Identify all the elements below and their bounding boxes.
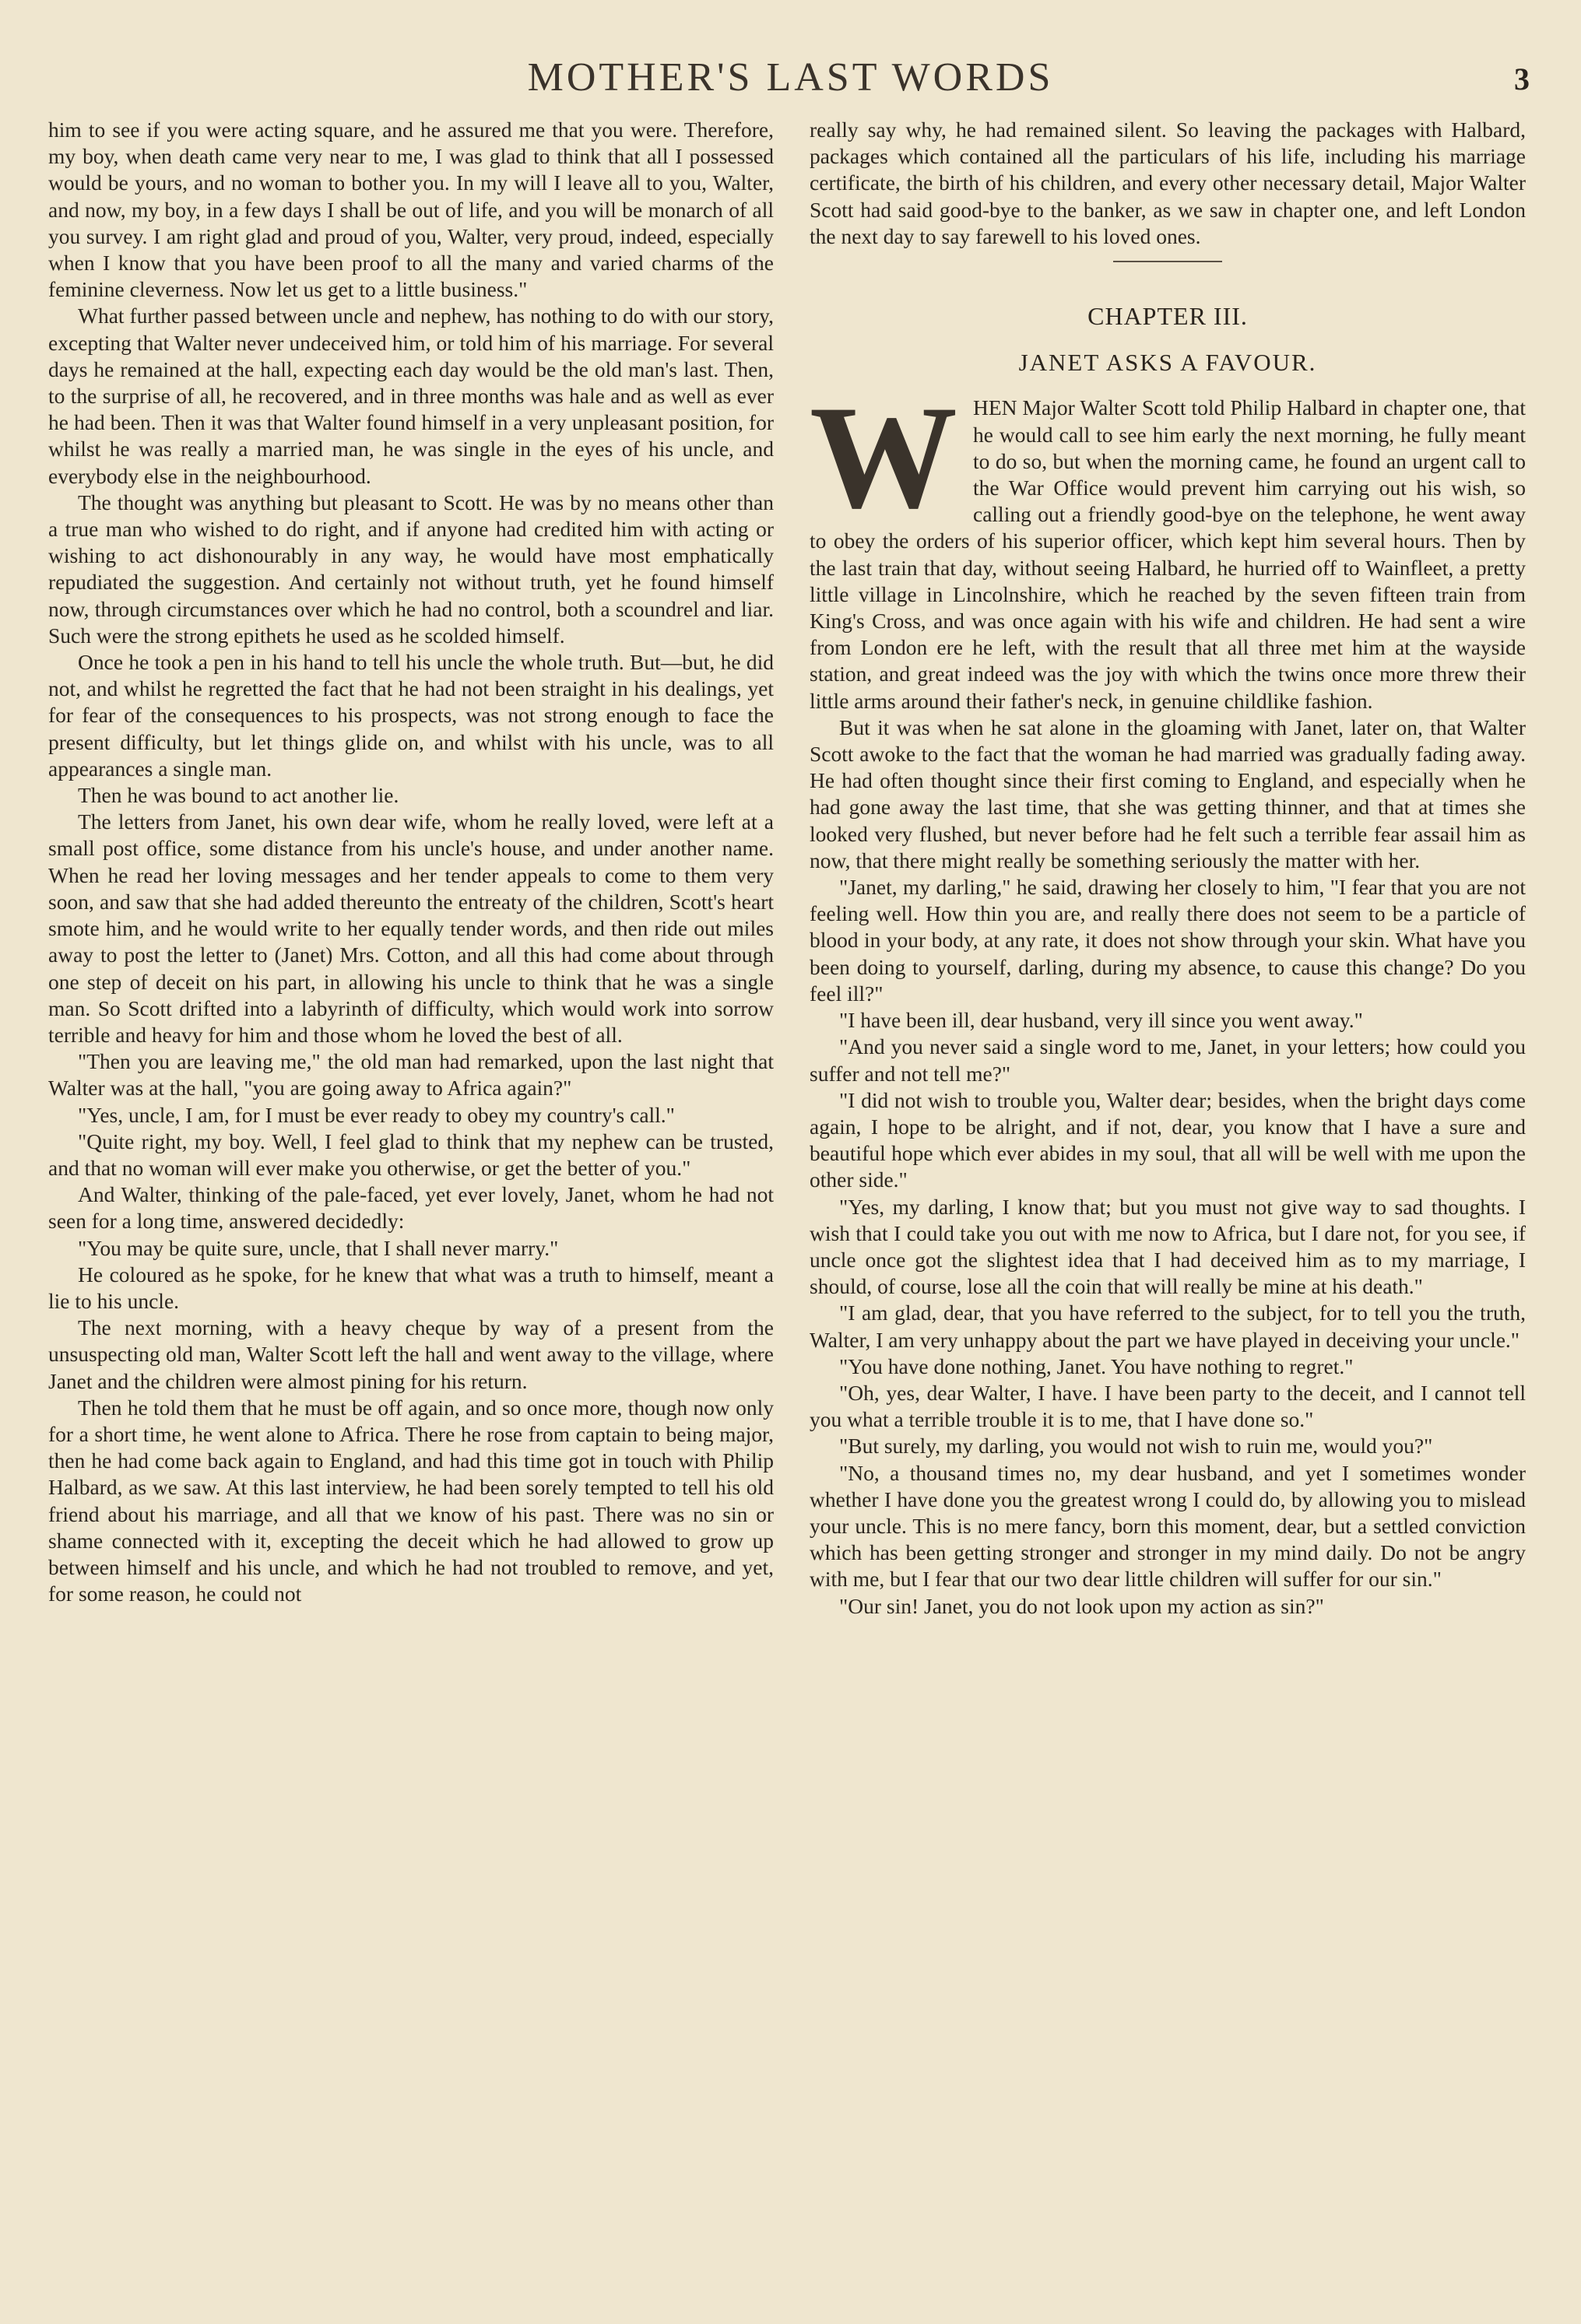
- chapter-title: JANET ASKS A FAVOUR.: [1018, 349, 1317, 377]
- paragraph: "You have done nothing, Janet. You have nothing to regret.": [839, 1353, 1354, 1378]
- paragraph: Once he took a pen in his hand to tell his uncle the whole truth. But—but, he did not, and whilst he regretted the fact that he had not been straight in his dealings, yet for fear of the consequences to his prospects, was not strong enough to face the present difficulty, but let things glide on, and whilst with his uncle, was to all appearances a single man.: [48, 650, 774, 781]
- paragraph: "No, a thousand times no, my dear husband, and yet I sometimes wonder whether I have done you the greatest wrong I could do, by allowing you to mislead your uncle. This is no mere fancy, born this moment, dear, but a settled conviction which has been getting stronger and stronger in my mind daily. Do not be angry with me, but I fear that our two dear little children will suffer for our sin.": [810, 1460, 1526, 1592]
- paragraph: "I did not wish to trouble you, Walter dear; besides, when the bright days come again, I hope to be alright, and if not, dear, you know that I have a sure and beautiful hope which ever abides in my soul, that all will be well with me upon the other side.": [810, 1087, 1526, 1192]
- first-paragraph-text: HEN Major Walter Scott told Philip Halbard in chapter one, that he would call to see him early the next morning, he fully meant to do so, but when the morning came, he found an urgent call to the War Office would prevent him carrying out his wish, so calling out a friendly good-bye on the telephone, he went away to obey the orders of his superior officer, which kept him several hours. Then by the last train that day, without seeing Halbard, he hurried off to Wainfleet, a pretty little village in Lincolnshire, which he reached by the seven fifteen train from King's Cross, and was once again with his wife and children. He had sent a wire from London ere he left, with the result that all three met him at the wayside station, and great indeed was the joy with which the twins once more threw their little arms around their father's neck, in genuine childlike fashion.: [810, 395, 1526, 713]
- section-divider: [1113, 261, 1222, 262]
- paragraph: The next morning, with a heavy cheque by way of a present from the unsuspecting old man, Walter Scott left the hall and went away to the village, where Janet and the children were almost pining for his return.: [48, 1315, 774, 1393]
- chapter-number: CHAPTER III.: [1087, 302, 1248, 331]
- paragraph: "I am glad, dear, that you have referred to the subject, for to tell you the truth, Walter, I am very unhappy about the part we have played in deceiving your uncle.": [810, 1301, 1526, 1352]
- running-title: MOTHER'S LAST WORDS: [527, 55, 1054, 100]
- paragraph: But it was when he sat alone in the gloaming with Janet, later on, that Walter Scott awoke to the fact that the woman he had married was gradually fading away. He had often thought since their first coming to England, and especially when he had gone away the last time, that she was getting thinner, and that at times she looked very flushed, but never before had he felt such a terrible fear assail him as now, that there might really be something seriously the matter with her.: [810, 714, 1526, 872]
- paragraph: really say why, he had remained silent. So leaving the packages with Halbard, packages which contained all the particulars of his life, including his marriage certificate, the birth of his children, and every other necessary detail, Major Walter Scott had said good-bye to the banker, as we saw in chapter one, and left London the next day to say farewell to his loved ones.: [810, 118, 1526, 248]
- paragraph: And Walter, thinking of the pale-faced, yet ever lovely, Janet, whom he had not seen for a long time, answered decidedly:: [48, 1182, 774, 1234]
- paragraph: "I have been ill, dear husband, very ill since you went away.": [839, 1008, 1363, 1033]
- paragraph: "Janet, my darling," he said, drawing her closely to him, "I fear that you are not feeling well. How thin you are, and really there does not seem to be a particle of blood in your body, at any rate, it does not show through your skin. What have you been doing to yourself, darling, during my absence, to cause this change? Do you feel ill?": [810, 875, 1526, 1006]
- paragraph: "Yes, uncle, I am, for I must be ever ready to obey my country's call.": [78, 1102, 675, 1127]
- paragraph: "Quite right, my boy. Well, I feel glad to think that my nephew can be trusted, and that no woman will ever make you otherwise, or get the better of you.": [48, 1129, 774, 1180]
- paragraph: What further passed between uncle and nephew, has nothing to do with our story, excepting that Walter never undeceived him, or told him of his marriage. For several days he remained at the hall, expecting each day would be the old man's last. Then, to the surprise of all, he recovered, and in three months was hale and as well as ever he had been. Then it was that Walter found himself in a very unpleasant position, for whilst he was really a married man, he was single in the eyes of his uncle, and everybody else in the neighbourhood.: [48, 304, 774, 488]
- paragraph: The thought was anything but pleasant to Scott. He was by no means other than a true man who wished to do right, and if anyone had credited him with acting or wishing to act dishonourably in any way, he would have most emphatically repudiated the suggestion. And certainly not without truth, yet he found himself now, through circumstances over which he had no control, both a scoundrel and liar. Such were the strong epithets he used as he scolded himself.: [48, 490, 774, 648]
- paragraph: Then he told them that he must be off again, and so once more, though now only for a short time, he went alone to Africa. There he rose from captain to being major, then he had come back again to England, and had this time got in touch with Philip Halbard, as we saw. At this last interview, he had been sorely tempted to tell his old friend about his marriage, and all that we know of his past. There was no sin or shame connected with it, excepting the deceit which he had allowed to grow up between himself and his uncle, and which he had not troubled to remove, and yet, for some reason, he could not: [48, 1395, 774, 1606]
- paragraph: The letters from Janet, his own dear wife, whom he really loved, were left at a small post office, some distance from his uncle's house, and under another name. When he read her loving messages and her tender appeals to come to them very soon, and saw that she had added thereunto the entreaty of the children, Scott's heart smote him, and he would write to her equally tender words, and then ride out miles away to post the letter to (Janet) Mrs. Cotton, and all this had come about through one step of deceit on his part, in allowing his uncle to think that he was a single man. So Scott drifted into a labyrinth of difficulty, which would work into sorrow terrible and heavy for him and those whom he loved the best of all.: [48, 809, 774, 1047]
- paragraph: "You may be quite sure, uncle, that I shall never marry.": [78, 1235, 559, 1260]
- right-column: [810, 117, 1526, 1620]
- page-number: 3: [1514, 61, 1530, 97]
- paragraph: He coloured as he spoke, for he knew that what was a truth to himself, meant a lie to his uncle.: [48, 1262, 774, 1313]
- paragraph: "Then you are leaving me," the old man had remarked, upon the last night that Walter was at the hall, "you are going away to Africa again?": [48, 1049, 774, 1101]
- paragraph: Then he was bound to act another lie.: [78, 783, 399, 808]
- paragraph: "Our sin! Janet, you do not look upon my action as sin?": [839, 1593, 1324, 1618]
- drop-cap: W: [810, 376, 957, 540]
- first-paragraph: [810, 376, 1526, 714]
- left-column: [48, 117, 774, 1607]
- paragraph: "Yes, my darling, I know that; but you must not give way to sad thoughts. I wish that I could take you out with me now to Africa, but I dare not, for you see, if uncle once got the slightest idea that I had deceived him as to my marriage, I should, of course, lose all the coin that will really be mine at his death.": [810, 1194, 1526, 1299]
- page-header: [0, 54, 1581, 109]
- paragraph: "But surely, my darling, you would not wish to ruin me, would you?": [839, 1434, 1433, 1459]
- paragraph: him to see if you were acting square, and he assured me that you were. Therefore, my boy, when death came very near to me, I was glad to think that all I possessed would be yours, and no woman to bother you. In my will I leave all to you, Walter, and now, my boy, in a few days I shall be out of life, and you will be monarch of all you survey. I am right glad and proud of you, Walter, very proud, indeed, especially when I know that you have been proof to all the many and varied charms of the feminine cleverness. Now let us get to a little business.": [48, 118, 774, 302]
- paragraph: "Oh, yes, dear Walter, I have. I have been party to the deceit, and I cannot tell you what a terrible trouble it is to me, that I have done so.": [810, 1380, 1526, 1432]
- paragraph: "And you never said a single word to me, Janet, in your letters; how could you suffer and not tell me?": [810, 1034, 1526, 1086]
